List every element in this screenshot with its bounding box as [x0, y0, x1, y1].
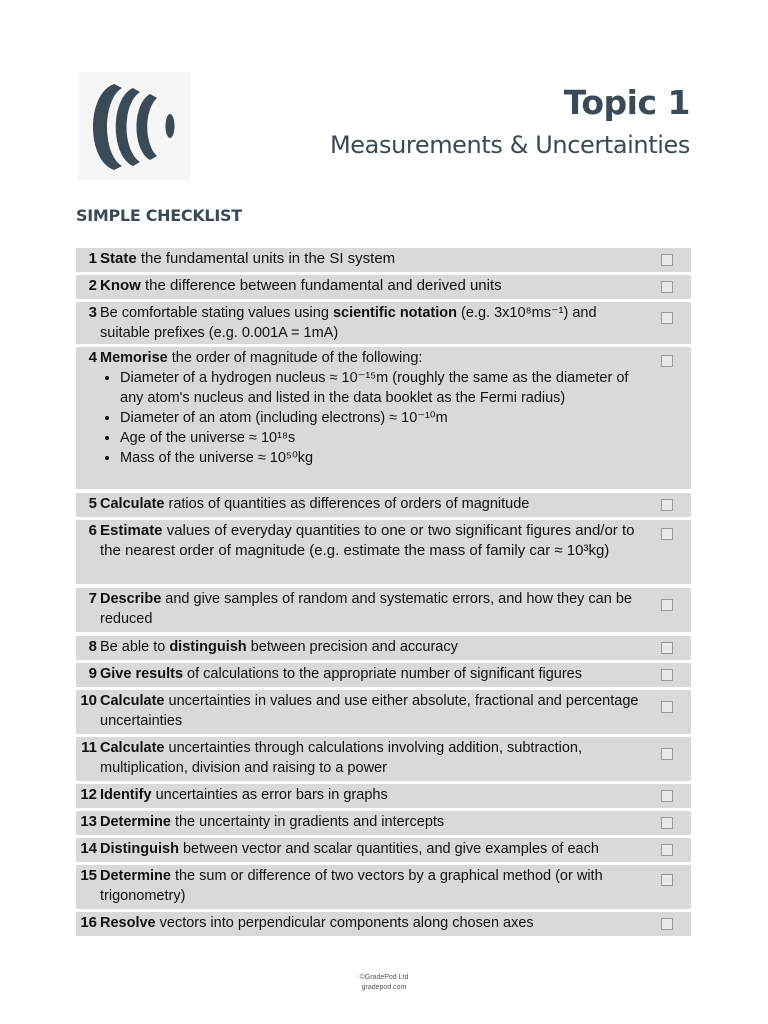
item-text: Memorise the order of magnitude of the following: • Diameter of a hydrogen nucleus ≈ 10⁻¹⁵m (roughly the same as the diameter of any atom's nucleus and listed in the data booklet as the Fermi radius) • Diameter of an atom (including electrons) ≈ 10⁻¹⁰m • Age of the universe ≈ 10¹⁸s • Mass of the universe ≈ 10⁵⁰kg: [100, 348, 648, 468]
checkbox[interactable]: [661, 355, 673, 367]
checkbox[interactable]: [661, 528, 673, 540]
checklist-row-5: [76, 493, 691, 517]
checklist-row-13: [76, 811, 691, 835]
checkbox[interactable]: [661, 918, 673, 930]
item-text: Distinguish between vector and scalar quantities, and give examples of each: [100, 841, 599, 857]
item-number: 15: [80, 867, 97, 884]
section-title: SIMPLE CHECKLIST: [76, 206, 242, 225]
checkbox[interactable]: [661, 817, 673, 829]
checklist-row-9: [76, 663, 691, 687]
checkbox[interactable]: [661, 281, 673, 293]
checklist-row-11: [76, 737, 691, 781]
checklist-row-8: [76, 636, 691, 660]
footer: [0, 973, 768, 993]
checkbox[interactable]: [661, 254, 673, 266]
item-number: 11: [81, 739, 97, 756]
item-number: 1: [88, 250, 97, 267]
logo: [78, 72, 190, 180]
list-item: • Age of the universe ≈ 10¹⁸s: [120, 428, 648, 448]
item-number: 13: [80, 813, 97, 830]
checkbox[interactable]: [661, 790, 673, 802]
item-text: Calculate uncertainties through calculations involving addition, subtraction, multiplication, division and raising to a power: [100, 740, 583, 776]
item-number: 7: [88, 590, 97, 607]
item-number: 4: [88, 349, 97, 366]
item-text: Know the difference between fundamental and derived units: [100, 277, 502, 294]
header: [330, 82, 690, 160]
list-item: • Diameter of a hydrogen nucleus ≈ 10⁻¹⁵m (roughly the same as the diameter of any atom's nucleus and listed in the data booklet as the Fermi radius): [120, 368, 648, 408]
list-item: • Mass of the universe ≈ 10⁵⁰kg: [120, 448, 648, 468]
item-number: 6: [88, 522, 97, 539]
checklist-row-12: [76, 784, 691, 808]
checklist-row-7: [76, 588, 691, 632]
item-text: Determine the sum or difference of two vectors by a graphical method (or with trigonometry): [100, 868, 603, 904]
checklist-row-14: [76, 838, 691, 862]
item-number: 10: [80, 692, 97, 709]
checkbox[interactable]: [661, 312, 673, 324]
checkbox[interactable]: [661, 701, 673, 713]
list-item: • Diameter of an atom (including electrons) ≈ 10⁻¹⁰m: [120, 408, 648, 428]
item-text: Calculate uncertainties in values and use either absolute, fractional and percentage uncertainties: [100, 693, 639, 729]
copyright: ©GradePod Ltd: [359, 974, 409, 981]
item-text: Identify uncertainties as error bars in graphs: [100, 787, 388, 803]
item-number: 5: [88, 495, 97, 512]
item-text: Be comfortable stating values using scientific notation (e.g. 3x10⁸ms⁻¹) and suitable prefixes (e.g. 0.001A = 1mA): [100, 305, 597, 341]
checklist-row-15: [76, 865, 691, 909]
checklist-row-3: [76, 302, 691, 344]
gradepod-logo-icon: [78, 72, 190, 180]
checklist-row-16: [76, 912, 691, 936]
checkbox[interactable]: [661, 844, 673, 856]
item-number: 8: [88, 638, 97, 655]
bullet-list: [100, 368, 648, 468]
item-text: Describe and give samples of random and systematic errors, and how they can be reduced: [100, 591, 632, 627]
checkbox[interactable]: [661, 642, 673, 654]
checkbox[interactable]: [661, 874, 673, 886]
website-link[interactable]: gradepod.com: [361, 984, 407, 991]
item-number: 12: [80, 786, 97, 803]
item-text: Be able to distinguish between precision and accuracy: [100, 639, 458, 655]
item-text: Give results of calculations to the appropriate number of significant figures: [100, 666, 582, 682]
checklist-row-4: [76, 347, 691, 489]
checkbox[interactable]: [661, 599, 673, 611]
checklist-row-6: [76, 520, 691, 584]
item-text: Estimate values of everyday quantities to one or two significant figures and/or to the nearest order of magnitude (e.g. estimate the mass of family car ≈ 10³kg): [100, 522, 635, 559]
item-number: 3: [88, 304, 97, 321]
item-text: State the fundamental units in the SI system: [100, 250, 396, 267]
checkbox[interactable]: [661, 499, 673, 511]
checklist-row-2: [76, 275, 691, 299]
item-number: 16: [80, 914, 97, 931]
page-subtitle: Measurements & Uncertainties: [330, 131, 690, 159]
item-text: Calculate ratios of quantities as differences of orders of magnitude: [100, 496, 530, 512]
page-title: Topic 1: [563, 83, 690, 122]
checklist-row-1: [76, 248, 691, 272]
item-number: 9: [88, 665, 97, 682]
checkbox[interactable]: [661, 669, 673, 681]
checklist-row-10: [76, 690, 691, 734]
item-text: Resolve vectors into perpendicular components along chosen axes: [100, 915, 534, 931]
item-text: Determine the uncertainty in gradients and intercepts: [100, 814, 445, 830]
item-number: 14: [80, 840, 97, 857]
item-number: 2: [88, 277, 97, 294]
checkbox[interactable]: [661, 748, 673, 760]
